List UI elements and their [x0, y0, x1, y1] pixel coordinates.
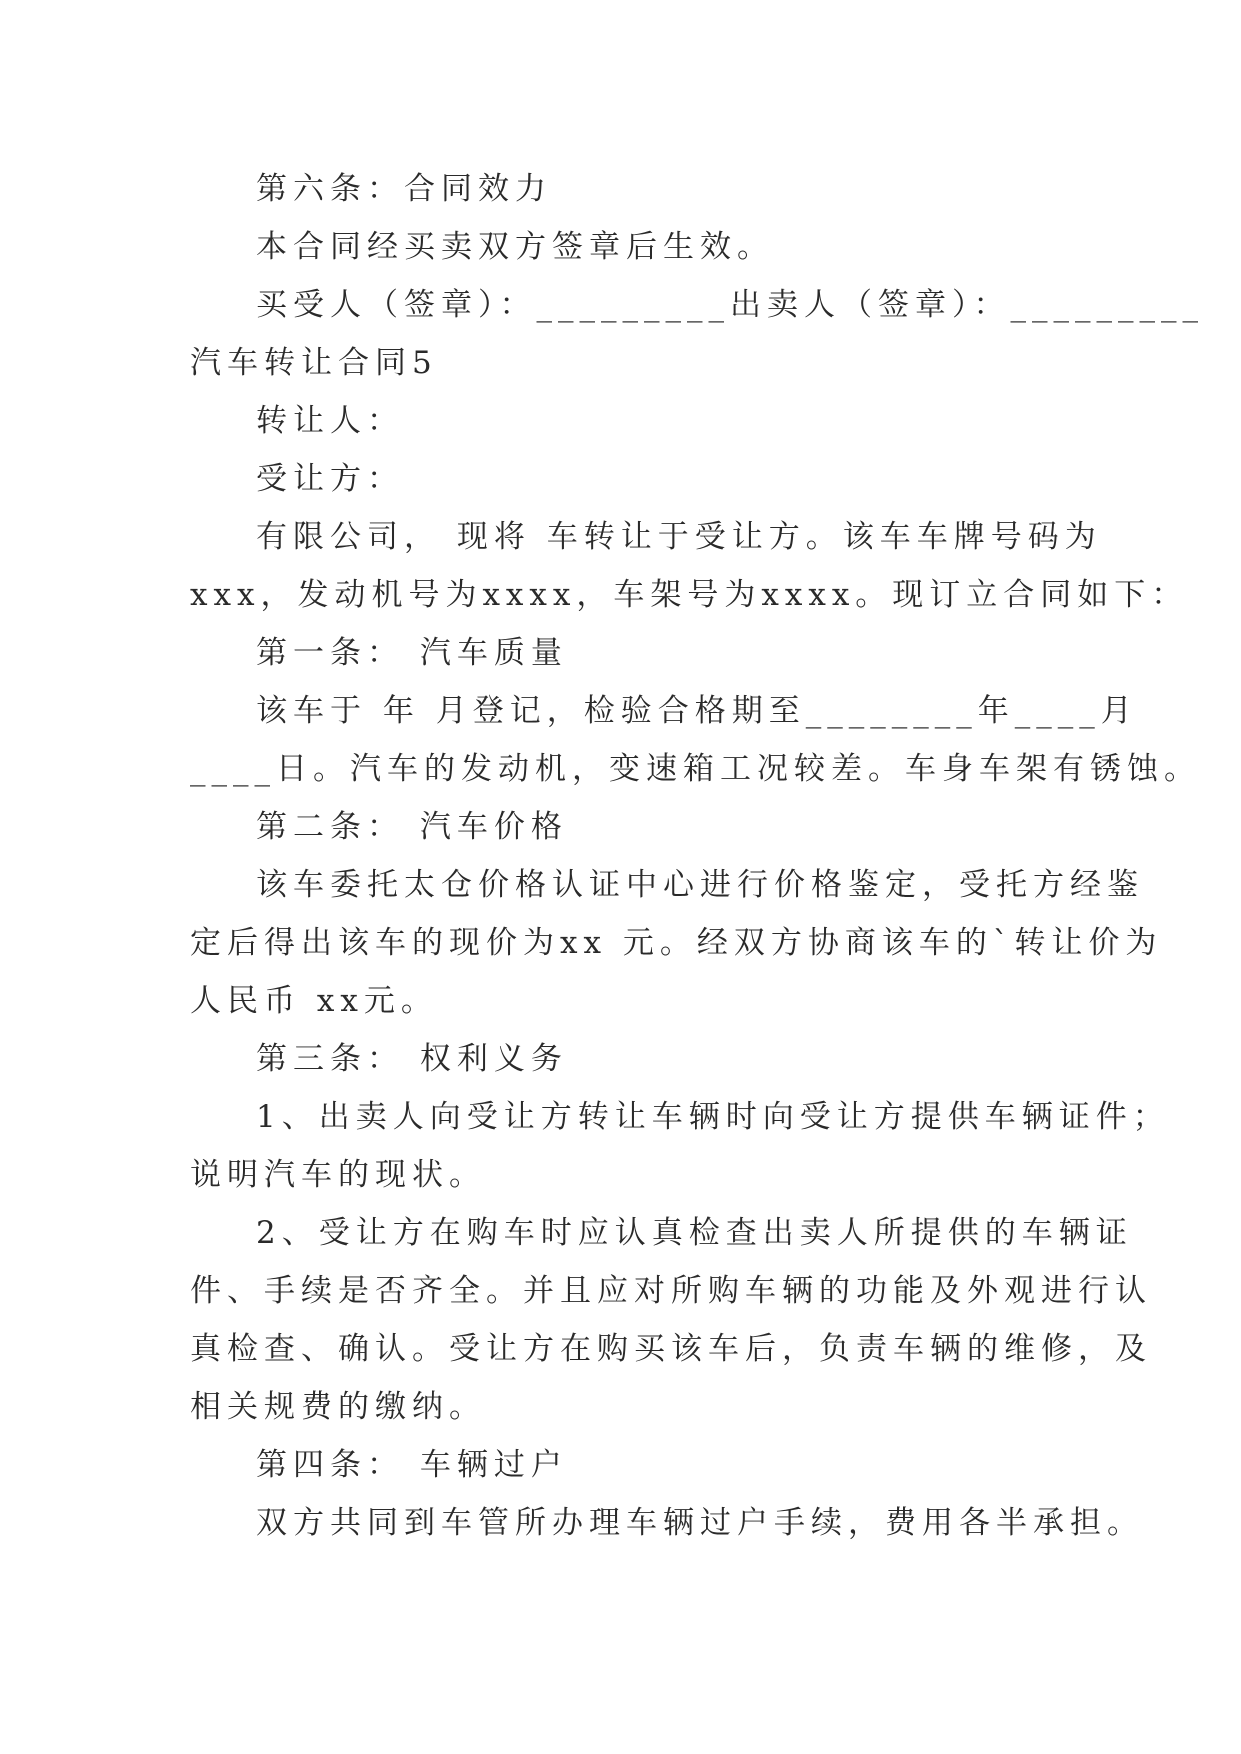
- paragraph-continuation: 真检查、确认。受让方在购买该车后，负责车辆的维修，及: [190, 1331, 1152, 1367]
- transferor-field: 转让人：: [256, 403, 404, 439]
- paragraph: 双方共同到车管所办理车辆过户手续，费用各半承担。: [256, 1505, 1144, 1541]
- article-2-heading: 第二条： 汽车价格: [256, 809, 568, 845]
- contract-title: 汽车转让合同5: [190, 345, 438, 381]
- paragraph-continuation: 说明汽车的现状。: [190, 1157, 486, 1193]
- paragraph-continuation: 定后得出该车的现价为xx 元。经双方协商该车的`转让价为: [190, 925, 1163, 961]
- clause-2: 2、受让方在购车时应认真检查出卖人所提供的车辆证: [256, 1215, 1133, 1251]
- article-4-heading: 第四条： 车辆过户: [256, 1447, 568, 1483]
- paragraph-continuation: 人民币 xx元。: [190, 983, 438, 1019]
- document-body: [190, 160, 1204, 1552]
- clause-1: 1、出卖人向受让方转让车辆时向受让方提供车辆证件；: [256, 1099, 1170, 1135]
- paragraph-continuation: xxx，发动机号为xxxx，车架号为xxxx。现订立合同如下：: [190, 577, 1189, 613]
- paragraph: 有限公司， 现将 车转让于受让方。该车车牌号码为: [256, 519, 1102, 555]
- signature-line: 买受人（签章）：_________出卖人（签章）：_________: [256, 287, 1204, 323]
- paragraph-continuation: 件、手续是否齐全。并且应对所购车辆的功能及外观进行认: [190, 1273, 1152, 1309]
- paragraph-continuation: ____日。汽车的发动机，变速箱工况较差。车身车架有锈蚀。: [190, 751, 1201, 787]
- article-6-heading: 第六条：合同效力: [256, 171, 552, 207]
- article-1-heading: 第一条： 汽车质量: [256, 635, 568, 671]
- paragraph-continuation: 相关规费的缴纳。: [190, 1389, 486, 1425]
- paragraph: 该车于 年 月登记，检验合格期至________年____月: [256, 693, 1138, 729]
- transferee-field: 受让方：: [256, 461, 404, 497]
- article-3-heading: 第三条： 权利义务: [256, 1041, 568, 1077]
- paragraph: 该车委托太仓价格认证中心进行价格鉴定，受托方经鉴: [256, 867, 1144, 903]
- paragraph: 本合同经买卖双方签章后生效。: [256, 229, 774, 265]
